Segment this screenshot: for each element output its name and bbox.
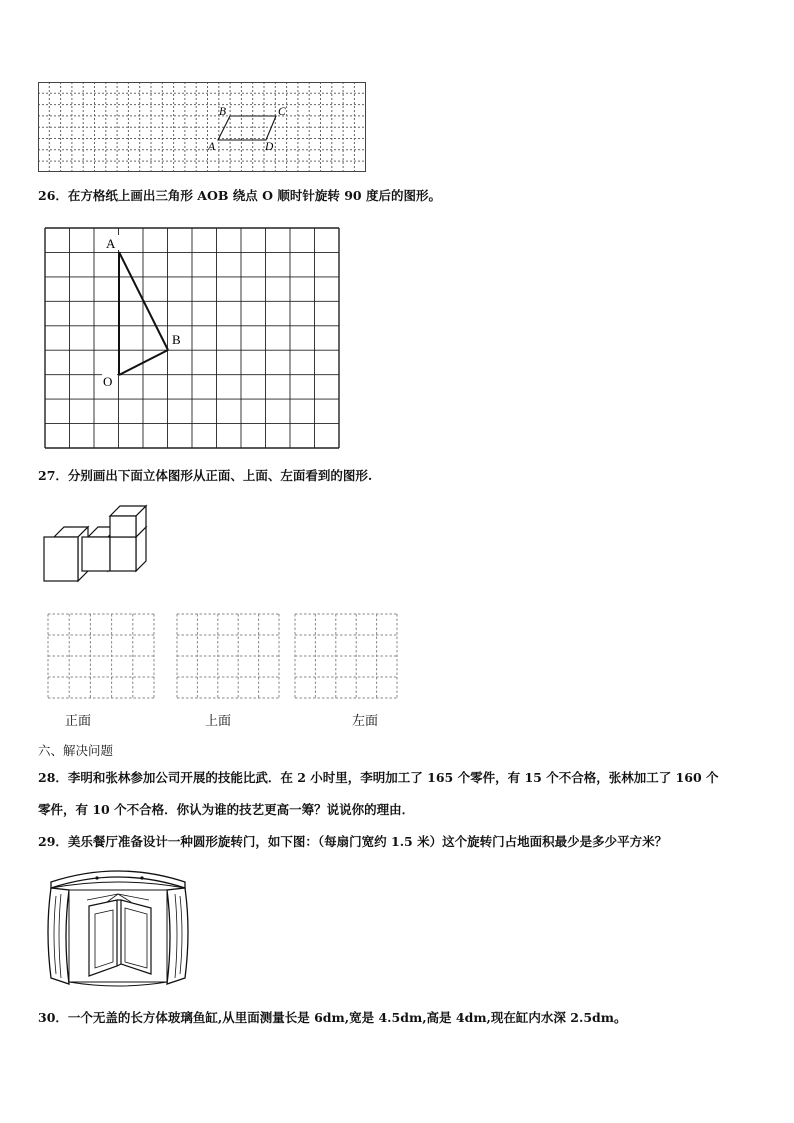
cube-right-top: [110, 506, 146, 537]
question-number: 30．: [38, 1010, 68, 1025]
caption-top-view: 上面: [205, 714, 232, 729]
vertex-label-a: A: [106, 236, 116, 251]
cube-stack-figure: [44, 506, 154, 584]
vertex-label-b: B: [172, 332, 181, 347]
point-label-a: A: [208, 141, 216, 153]
question-text: 分别画出下面立体图形从正面、上面、左面看到的图形.: [67, 468, 373, 483]
question-27: [38, 468, 372, 484]
point-label-b: B: [219, 106, 227, 118]
side-ob: [119, 350, 168, 375]
parallelogram-abcd: [218, 116, 276, 140]
question-number: 27．: [38, 468, 68, 483]
question-30: [38, 1010, 626, 1026]
answer-grid-top-view: [176, 613, 280, 699]
answer-grid-left-view: [294, 613, 398, 699]
question-number: 29．: [38, 834, 68, 849]
question-text: 李明和张林参加公司开展的技能比武．在 2 小时里，李明加工了 165 个零件，有 15 个不合格，张林加工了 160 个: [67, 770, 719, 785]
question-number: 28．: [38, 770, 68, 785]
caption-front-view: 正面: [65, 714, 92, 729]
dotted-grid-parallelogram-figure: [38, 82, 368, 174]
square-grid-triangle-aob: [44, 227, 340, 449]
question-29: [38, 834, 667, 850]
question-number: 26．: [38, 188, 68, 203]
question-28-line-1: [38, 770, 719, 786]
point-label-d: D: [265, 141, 274, 153]
section-6-title: 六、解决问题: [38, 743, 114, 758]
answer-grid-front-view: [47, 613, 155, 699]
question-text: 一个无盖的长方体玻璃鱼缸,从里面测量长是 6dm,宽是 4.5dm,高是 4dm,现在缸内水深 2.5dm。: [67, 1010, 627, 1025]
question-26: [38, 188, 441, 204]
question-text: 美乐餐厅准备设计一种圆形旋转门，如下图：（每扇门宽约 1.5 米）这个旋转门占地面积最少是多少平方米？: [67, 834, 668, 849]
revolving-door-illustration: [47, 866, 189, 988]
caption-left-view: 左面: [352, 714, 379, 729]
point-label-c: C: [278, 106, 286, 118]
question-28-line-2: 零件，有 10 个不合格．你认为谁的技艺更高一筹？说说你的理由．: [38, 802, 415, 817]
vertex-label-o: O: [103, 374, 113, 389]
question-text: 在方格纸上画出三角形 AOB 绕点 O 顺时针旋转 90 度后的图形。: [67, 188, 441, 203]
